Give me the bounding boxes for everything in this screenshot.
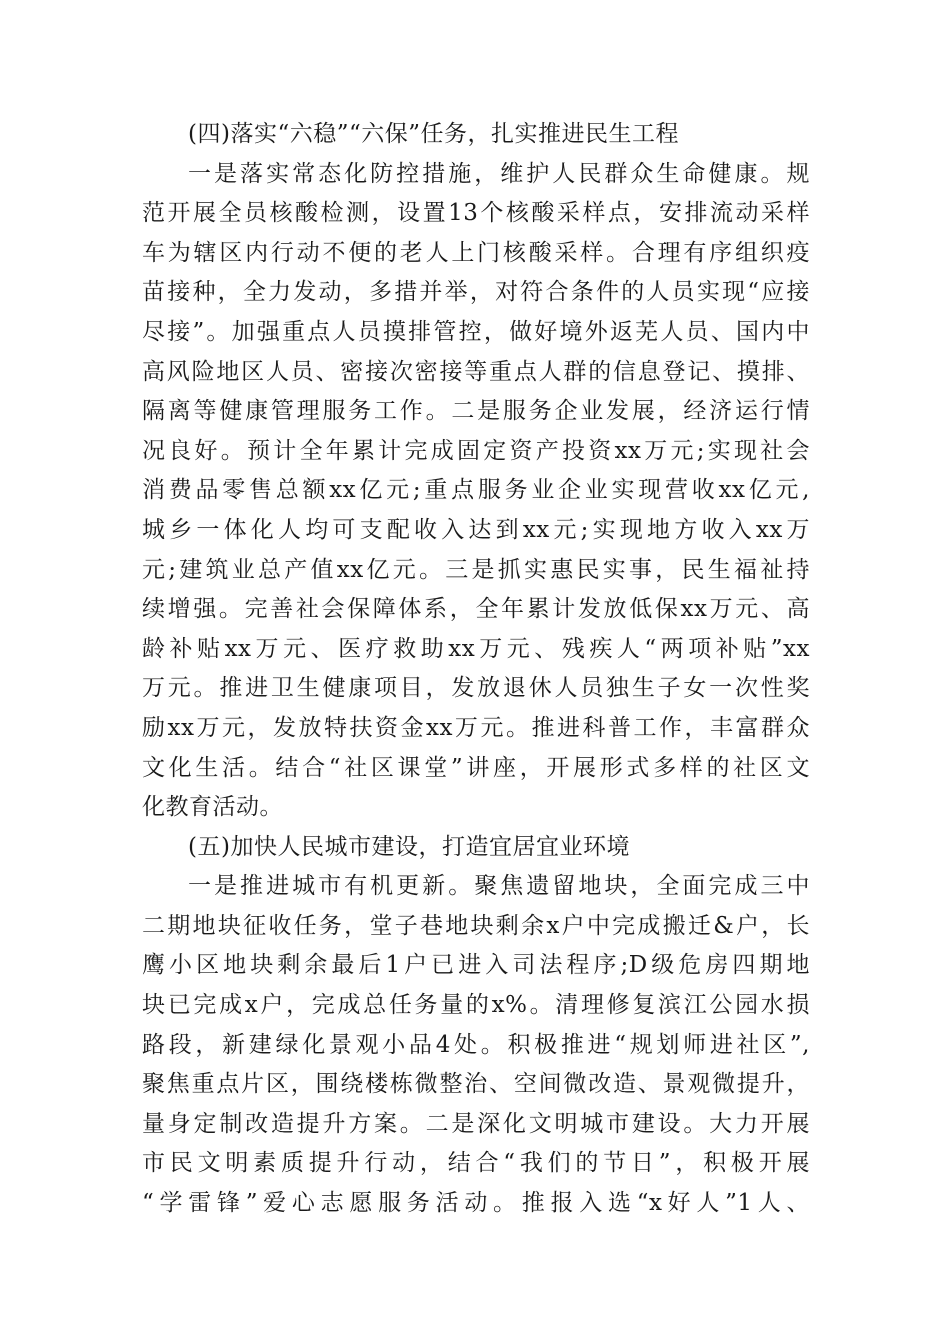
document-page <box>142 115 810 1224</box>
paragraph-line: 元;建筑业总产值xx亿元。三是抓实惠民实事，民生福祉持 <box>142 556 810 583</box>
paragraph-line: 一是推进城市有机更新。聚焦遗留地块，全面完成三中 <box>188 873 810 900</box>
paragraph-line: 市民文明素质提升行动，结合“我们的节日”，积极开展 <box>142 1150 810 1177</box>
paragraph-line: 二期地块征收任务，堂子巷地块剩余x户中完成搬迁&户，长 <box>142 912 810 939</box>
paragraph-line: 块已完成x户，完成总任务量的x%。清理修复滨江公园水损 <box>142 992 810 1019</box>
paragraph-line: 路段，新建绿化景观小品4处。积极推进“规划师进社区”, <box>142 1031 810 1058</box>
paragraph-line: 车为辖区内行动不便的老人上门核酸采样。合理有序组织疫 <box>142 239 810 266</box>
paragraph-line: 苗接种，全力发动，多措并举，对符合条件的人员实现“应接 <box>142 279 810 306</box>
paragraph-line: 况良好。预计全年累计完成固定资产投资xx万元;实现社会 <box>142 437 810 464</box>
paragraph-line: 万元。推进卫生健康项目，发放退休人员独生子女一次性奖 <box>142 675 810 702</box>
paragraph-line: 量身定制改造提升方案。二是深化文明城市建设。大力开展 <box>142 1110 810 1137</box>
paragraph-line: 范开展全员核酸检测，设置13个核酸采样点，安排流动采样 <box>142 200 810 227</box>
paragraph-line: 龄补贴xx万元、医疗救助xx万元、残疾人“两项补贴”xx <box>142 635 810 662</box>
section-heading-5: (五)加快人民城市建设，打造宜居宜业环境 <box>188 833 630 860</box>
paragraph-line: 聚焦重点片区，围绕楼栋微整治、空间微改造、景观微提升， <box>142 1071 810 1098</box>
paragraph-line: 城乡一体化人均可支配收入达到xx元;实现地方收入xx万 <box>142 516 810 543</box>
section-heading-4: (四)落实“六稳”“六保”任务，扎实推进民生工程 <box>188 121 679 147</box>
paragraph-line: 鹰小区地块剩余最后1户已进入司法程序;D级危房四期地 <box>142 952 810 979</box>
paragraph-line: 高风险地区人员、密接次密接等重点人群的信息登记、摸排、 <box>142 358 810 385</box>
paragraph-line: “学雷锋”爱心志愿服务活动。推报入选“x好人”1人、 <box>142 1190 810 1217</box>
paragraph-line: 尽接”。加强重点人员摸排管控，做好境外返芜人员、国内中 <box>142 318 810 345</box>
paragraph-line: 消费品零售总额xx亿元;重点服务业企业实现营收xx亿元, <box>142 477 810 504</box>
paragraph-line: 续增强。完善社会保障体系，全年累计发放低保xx万元、高 <box>142 596 810 623</box>
paragraph-line: 文化生活。结合“社区课堂”讲座，开展形式多样的社区文 <box>142 754 810 781</box>
paragraph-line: 化教育活动。 <box>142 794 283 821</box>
paragraph-line: 一是落实常态化防控措施，维护人民群众生命健康。规 <box>188 160 810 187</box>
paragraph-line: 隔离等健康管理服务工作。二是服务企业发展，经济运行情 <box>142 398 810 425</box>
paragraph-line: 励xx万元，发放特扶资金xx万元。推进科普工作，丰富群众 <box>142 714 810 741</box>
